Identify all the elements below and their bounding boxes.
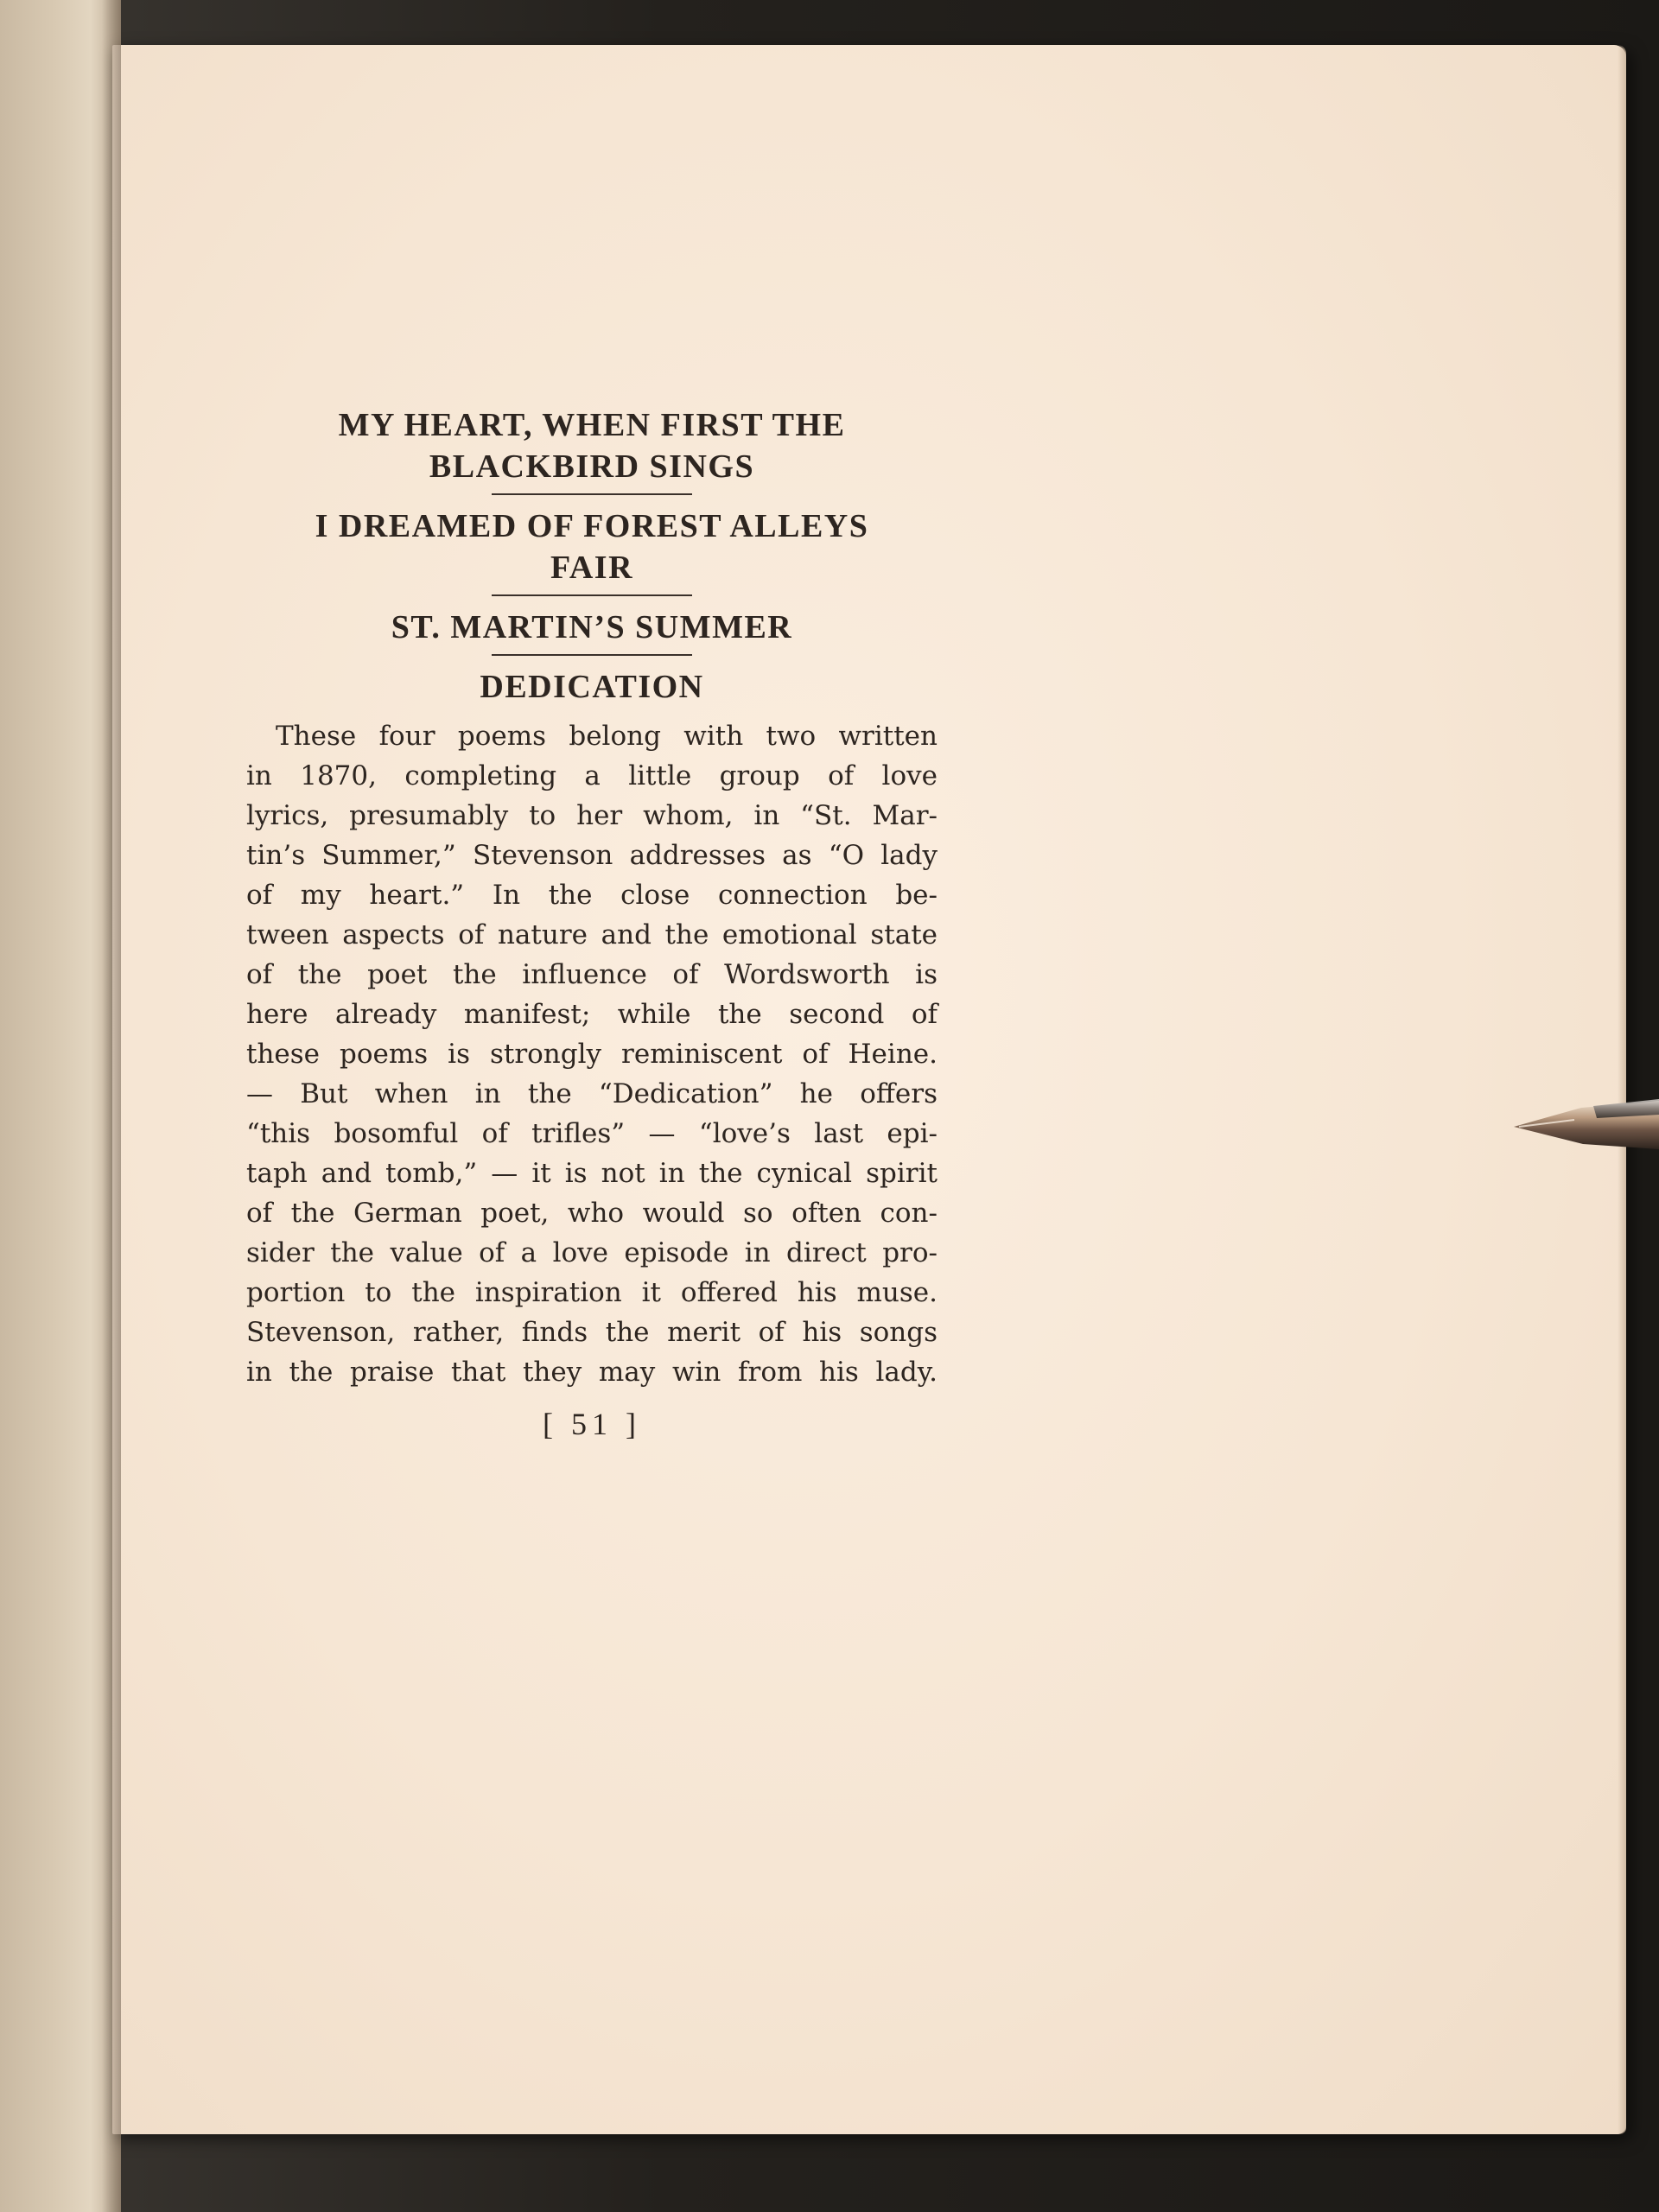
body-line: in the praise that they may win from his lady. [246,1357,938,1388]
heading-line: MY HEART, WHEN FIRST THE [338,407,846,443]
section-rule [492,654,692,656]
body-line: of my heart.” In the close connection be- [246,880,938,911]
page-content [246,404,938,1442]
body-line: here already manifest; while the second of [246,999,938,1030]
body-line: sider the value of a love episode in direct pro- [246,1237,938,1268]
body-line: taph and tomb,” — it is not in the cynical spirit [246,1158,938,1189]
body-line: these poems is strongly reminiscent of Heine. [246,1039,938,1070]
section-rule [492,493,692,495]
body-line: portion to the inspiration it offered his muse. [246,1277,938,1308]
page-number: [ 51 ] [543,1407,641,1441]
commentary-paragraph [246,716,938,1392]
pen-tip-icon [1514,1089,1659,1168]
body-line: tween aspects of nature and the emotional state [246,919,938,950]
section-rule [492,594,692,596]
body-line: — But when in the “Dedication” he offers [246,1078,938,1109]
heading-line: DEDICATION [480,669,704,705]
body-line: of the poet the influence of Wordsworth is [246,959,938,990]
heading-forest-alleys [246,505,938,588]
heading-dedication [246,666,938,708]
heading-st-martins-summer [246,607,938,648]
body-line: in 1870, completing a little group of love [246,760,938,791]
heading-line: FAIR [550,550,634,586]
body-line: Stevenson, rather, finds the merit of his songs [246,1317,938,1348]
body-line: tin’s Summer,” Stevenson addresses as “O lady [246,840,938,871]
heading-blackbird [246,404,938,487]
heading-line: ST. MARTIN’S SUMMER [391,609,793,645]
heading-line: BLACKBIRD SINGS [429,448,755,485]
gutter-shadow [102,0,121,2212]
body-line: lyrics, presumably to her whom, in “St. Mar- [246,800,938,831]
body-line: “this bosomful of trifles” — “love’s last epi- [246,1118,938,1149]
body-line: of the German poet, who would so often con- [246,1198,938,1229]
heading-line: I DREAMED OF FOREST ALLEYS [315,508,869,544]
body-line: These four poems belong with two written [276,721,938,752]
